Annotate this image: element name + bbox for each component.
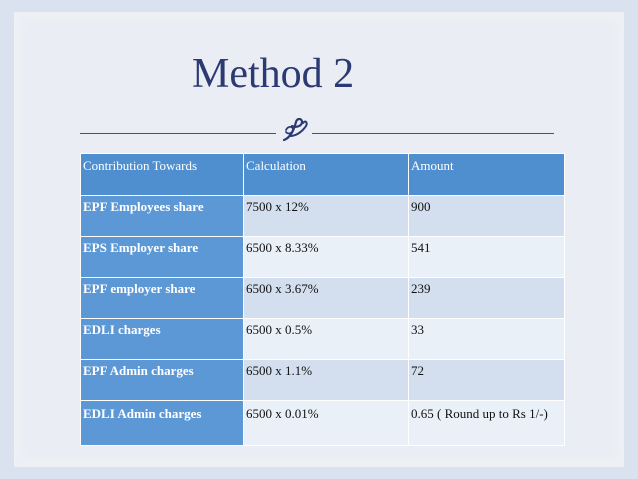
header-amount: Amount [409, 154, 565, 196]
row-calculation: 6500 x 0.01% [244, 401, 409, 446]
table-row [81, 319, 565, 360]
slide-title: Method 2 [192, 51, 355, 97]
table-header-row [81, 154, 565, 196]
row-label: EDLI Admin charges [81, 401, 244, 446]
row-calculation: 6500 x 1.1% [244, 360, 409, 401]
title-rule-right [312, 133, 554, 134]
row-amount: 33 [409, 319, 565, 360]
title-rule-left [80, 133, 276, 134]
row-label: EPS Employer share [81, 237, 244, 278]
row-calculation: 6500 x 8.33% [244, 237, 409, 278]
table-row [81, 278, 565, 319]
row-calculation: 7500 x 12% [244, 196, 409, 237]
row-calculation: 6500 x 0.5% [244, 319, 409, 360]
flourish-icon [280, 116, 310, 144]
row-amount: 900 [409, 196, 565, 237]
row-amount: 541 [409, 237, 565, 278]
table-row [81, 401, 565, 446]
table-row [81, 360, 565, 401]
row-label: EPF Employees share [81, 196, 244, 237]
row-label: EPF employer share [81, 278, 244, 319]
row-amount: 239 [409, 278, 565, 319]
header-contribution-towards: Contribution Towards [81, 154, 244, 196]
row-calculation: 6500 x 3.67% [244, 278, 409, 319]
row-label: EPF Admin charges [81, 360, 244, 401]
contribution-table [80, 153, 565, 446]
table-row [81, 237, 565, 278]
row-label: EDLI charges [81, 319, 244, 360]
table-row [81, 196, 565, 237]
row-amount: 72 [409, 360, 565, 401]
header-calculation: Calculation [244, 154, 409, 196]
row-amount: 0.65 ( Round up to Rs 1/-) [409, 401, 565, 446]
